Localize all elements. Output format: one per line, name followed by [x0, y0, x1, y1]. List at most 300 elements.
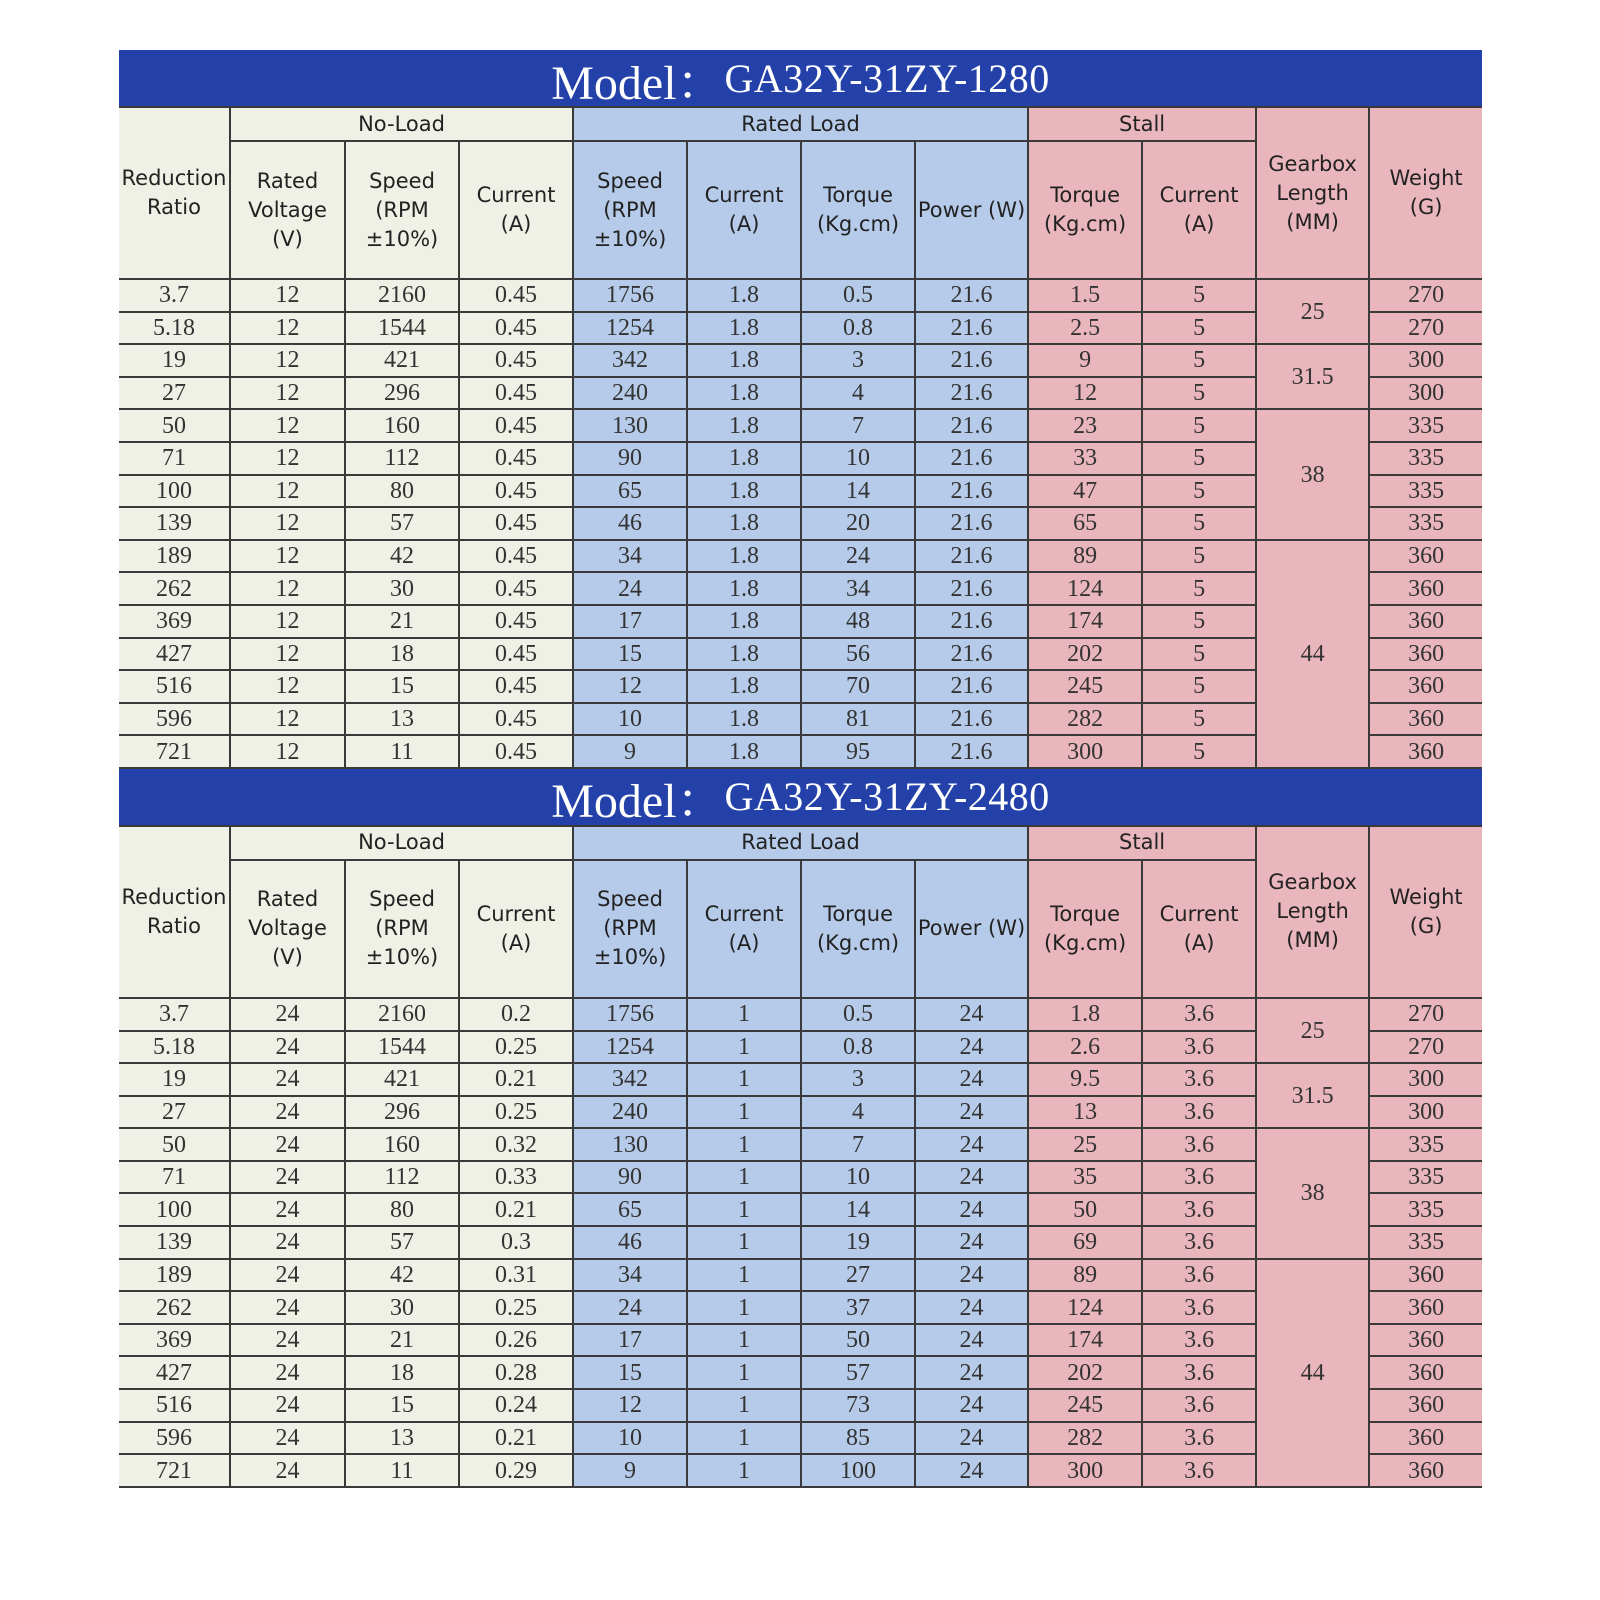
cell-no-load-current: 0.21: [459, 1063, 573, 1096]
cell-rated-torque: 4: [801, 1096, 915, 1129]
cell-rated-voltage: 24: [230, 1031, 345, 1064]
header-gearbox-length: Gearbox Length (MM): [1256, 826, 1369, 998]
cell-rated-voltage: 24: [230, 1161, 345, 1194]
cell-stall-torque: 9: [1028, 344, 1142, 377]
cell-stall-torque: 12: [1028, 377, 1142, 410]
cell-no-load-speed: 1544: [345, 312, 459, 345]
cell-stall-torque: 2.5: [1028, 312, 1142, 345]
cell-rated-torque: 50: [801, 1324, 915, 1357]
cell-rated-power: 24: [915, 1389, 1028, 1422]
header-gearbox-length: Gearbox Length (MM): [1256, 107, 1369, 279]
cell-rated-voltage: 12: [230, 279, 345, 312]
cell-no-load-speed: 296: [345, 1096, 459, 1129]
cell-no-load-current: 0.45: [459, 507, 573, 540]
cell-rated-current: 1: [687, 1259, 801, 1292]
cell-weight: 360: [1369, 1422, 1482, 1455]
cell-stall-current: 3.6: [1142, 1128, 1256, 1161]
cell-rated-current: 1: [687, 1422, 801, 1455]
cell-rated-power: 24: [915, 1193, 1028, 1226]
cell-rated-torque: 100: [801, 1454, 915, 1487]
cell-no-load-speed: 11: [345, 1454, 459, 1487]
cell-rated-torque: 37: [801, 1291, 915, 1324]
cell-stall-torque: 174: [1028, 605, 1142, 638]
cell-gearbox-length: 25: [1256, 279, 1369, 344]
cell-rated-speed: 34: [573, 540, 687, 573]
cell-no-load-current: 0.21: [459, 1422, 573, 1455]
cell-rated-torque: 27: [801, 1259, 915, 1292]
cell-no-load-speed: 80: [345, 1193, 459, 1226]
cell-no-load-current: 0.45: [459, 312, 573, 345]
model-block-1280: [119, 50, 1482, 769]
header-reduction-ratio: Reduction Ratio: [119, 107, 230, 279]
cell-stall-current: 5: [1142, 638, 1256, 671]
cell-reduction-ratio: 50: [119, 1128, 230, 1161]
cell-rated-speed: 34: [573, 1259, 687, 1292]
cell-rated-torque: 3: [801, 344, 915, 377]
cell-rated-power: 24: [915, 1422, 1028, 1455]
cell-rated-current: 1: [687, 1031, 801, 1064]
cell-rated-power: 24: [915, 1324, 1028, 1357]
cell-no-load-current: 0.45: [459, 442, 573, 475]
cell-reduction-ratio: 596: [119, 703, 230, 736]
cell-rated-speed: 9: [573, 1454, 687, 1487]
table-row: [119, 1063, 1482, 1096]
cell-rated-torque: 24: [801, 540, 915, 573]
cell-rated-torque: 56: [801, 638, 915, 671]
cell-rated-torque: 57: [801, 1356, 915, 1389]
cell-rated-torque: 19: [801, 1226, 915, 1259]
cell-rated-current: 1.8: [687, 572, 801, 605]
cell-rated-current: 1.8: [687, 377, 801, 410]
cell-rated-current: 1: [687, 1193, 801, 1226]
cell-rated-speed: 12: [573, 1389, 687, 1422]
cell-stall-current: 5: [1142, 344, 1256, 377]
cell-reduction-ratio: 189: [119, 540, 230, 573]
cell-rated-torque: 7: [801, 1128, 915, 1161]
cell-stall-current: 3.6: [1142, 1291, 1256, 1324]
cell-rated-voltage: 12: [230, 442, 345, 475]
cell-stall-current: 3.6: [1142, 998, 1256, 1031]
cell-stall-torque: 9.5: [1028, 1063, 1142, 1096]
cell-reduction-ratio: 189: [119, 1259, 230, 1292]
cell-no-load-speed: 15: [345, 670, 459, 703]
cell-rated-power: 24: [915, 1259, 1028, 1292]
cell-no-load-current: 0.45: [459, 409, 573, 442]
table-row: [119, 1259, 1482, 1292]
cell-weight: 360: [1369, 735, 1482, 768]
table-row: [119, 1128, 1482, 1161]
cell-no-load-current: 0.45: [459, 344, 573, 377]
cell-rated-speed: 15: [573, 638, 687, 671]
cell-rated-voltage: 12: [230, 344, 345, 377]
model-label: Model：: [551, 56, 725, 110]
cell-rated-current: 1: [687, 1356, 801, 1389]
cell-rated-current: 1.8: [687, 735, 801, 768]
cell-no-load-current: 0.45: [459, 735, 573, 768]
cell-no-load-current: 0.45: [459, 572, 573, 605]
cell-rated-voltage: 12: [230, 638, 345, 671]
cell-weight: 360: [1369, 703, 1482, 736]
cell-rated-speed: 130: [573, 1128, 687, 1161]
cell-stall-torque: 245: [1028, 1389, 1142, 1422]
cell-no-load-speed: 21: [345, 605, 459, 638]
cell-rated-power: 24: [915, 1291, 1028, 1324]
cell-rated-power: 21.6: [915, 312, 1028, 345]
cell-no-load-speed: 11: [345, 735, 459, 768]
cell-no-load-speed: 42: [345, 1259, 459, 1292]
cell-stall-torque: 1.5: [1028, 279, 1142, 312]
cell-rated-current: 1: [687, 1389, 801, 1422]
cell-rated-speed: 10: [573, 703, 687, 736]
cell-stall-torque: 282: [1028, 703, 1142, 736]
cell-reduction-ratio: 71: [119, 1161, 230, 1194]
cell-reduction-ratio: 596: [119, 1422, 230, 1455]
cell-weight: 360: [1369, 605, 1482, 638]
cell-stall-current: 5: [1142, 507, 1256, 540]
cell-rated-speed: 240: [573, 377, 687, 410]
cell-rated-speed: 17: [573, 1324, 687, 1357]
header-stall-torque: Torque (Kg.cm): [1028, 141, 1142, 279]
cell-no-load-current: 0.25: [459, 1291, 573, 1324]
cell-stall-torque: 89: [1028, 1259, 1142, 1292]
cell-no-load-current: 0.32: [459, 1128, 573, 1161]
header-stall-current: Current (A): [1142, 141, 1256, 279]
cell-no-load-speed: 13: [345, 1422, 459, 1455]
header-rated-speed: Speed (RPM ±10%): [573, 141, 687, 279]
cell-rated-current: 1.8: [687, 344, 801, 377]
header-no-load-speed: Speed (RPM ±10%): [345, 860, 459, 998]
cell-rated-voltage: 12: [230, 605, 345, 638]
cell-reduction-ratio: 721: [119, 735, 230, 768]
cell-gearbox-length: 38: [1256, 1128, 1369, 1258]
cell-no-load-current: 0.45: [459, 670, 573, 703]
cell-rated-voltage: 24: [230, 1422, 345, 1455]
cell-stall-current: 5: [1142, 312, 1256, 345]
cell-rated-current: 1.8: [687, 475, 801, 508]
cell-rated-current: 1.8: [687, 638, 801, 671]
spec-table-body: [119, 279, 1482, 768]
header-no-load-current: Current (A): [459, 141, 573, 279]
cell-rated-power: 21.6: [915, 638, 1028, 671]
header-rated-voltage: Rated Voltage (V): [230, 141, 345, 279]
cell-rated-current: 1: [687, 998, 801, 1031]
cell-stall-torque: 300: [1028, 735, 1142, 768]
model-name: GA32Y-31ZY-1280: [724, 55, 1050, 101]
cell-stall-current: 5: [1142, 540, 1256, 573]
cell-no-load-current: 0.24: [459, 1389, 573, 1422]
cell-rated-speed: 24: [573, 1291, 687, 1324]
cell-rated-torque: 20: [801, 507, 915, 540]
cell-stall-torque: 50: [1028, 1193, 1142, 1226]
spec-sheet: [119, 50, 1482, 1488]
cell-reduction-ratio: 262: [119, 1291, 230, 1324]
cell-no-load-current: 0.45: [459, 703, 573, 736]
cell-gearbox-length: 38: [1256, 409, 1369, 539]
spec-table-body: [119, 998, 1482, 1487]
cell-no-load-speed: 112: [345, 442, 459, 475]
cell-weight: 270: [1369, 279, 1482, 312]
cell-rated-current: 1: [687, 1324, 801, 1357]
cell-no-load-speed: 18: [345, 638, 459, 671]
cell-rated-voltage: 24: [230, 1063, 345, 1096]
cell-rated-torque: 7: [801, 409, 915, 442]
cell-rated-torque: 34: [801, 572, 915, 605]
cell-rated-current: 1: [687, 1128, 801, 1161]
cell-stall-current: 5: [1142, 735, 1256, 768]
cell-rated-power: 24: [915, 1031, 1028, 1064]
cell-stall-current: 3.6: [1142, 1259, 1256, 1292]
cell-rated-power: 21.6: [915, 279, 1028, 312]
cell-rated-current: 1.8: [687, 605, 801, 638]
cell-rated-torque: 0.8: [801, 312, 915, 345]
cell-rated-voltage: 12: [230, 540, 345, 573]
cell-gearbox-length: 31.5: [1256, 1063, 1369, 1128]
cell-gearbox-length: 44: [1256, 1259, 1369, 1487]
cell-no-load-speed: 13: [345, 703, 459, 736]
cell-stall-torque: 2.6: [1028, 1031, 1142, 1064]
cell-rated-voltage: 24: [230, 1324, 345, 1357]
model-label: Model：: [551, 775, 725, 829]
cell-weight: 335: [1369, 1226, 1482, 1259]
cell-rated-power: 21.6: [915, 344, 1028, 377]
cell-rated-torque: 10: [801, 442, 915, 475]
cell-stall-current: 3.6: [1142, 1422, 1256, 1455]
cell-weight: 360: [1369, 1259, 1482, 1292]
cell-rated-power: 24: [915, 1128, 1028, 1161]
cell-rated-current: 1.8: [687, 703, 801, 736]
header-reduction-ratio: Reduction Ratio: [119, 826, 230, 998]
cell-no-load-current: 0.21: [459, 1193, 573, 1226]
cell-stall-torque: 124: [1028, 1291, 1142, 1324]
header-rated-power: Power (W): [915, 141, 1028, 279]
cell-reduction-ratio: 516: [119, 670, 230, 703]
cell-no-load-speed: 15: [345, 1389, 459, 1422]
cell-no-load-speed: 296: [345, 377, 459, 410]
cell-no-load-speed: 112: [345, 1161, 459, 1194]
cell-rated-power: 21.6: [915, 409, 1028, 442]
cell-no-load-speed: 160: [345, 409, 459, 442]
cell-stall-torque: 202: [1028, 638, 1142, 671]
cell-rated-power: 24: [915, 1161, 1028, 1194]
cell-weight: 335: [1369, 409, 1482, 442]
cell-rated-speed: 1756: [573, 279, 687, 312]
cell-rated-current: 1: [687, 1161, 801, 1194]
cell-rated-current: 1: [687, 1291, 801, 1324]
cell-rated-power: 21.6: [915, 507, 1028, 540]
cell-no-load-speed: 2160: [345, 998, 459, 1031]
cell-weight: 300: [1369, 344, 1482, 377]
cell-weight: 360: [1369, 1454, 1482, 1487]
cell-gearbox-length: 31.5: [1256, 344, 1369, 409]
header-rated-current: Current (A): [687, 860, 801, 998]
cell-weight: 335: [1369, 507, 1482, 540]
cell-weight: 360: [1369, 1389, 1482, 1422]
cell-rated-speed: 130: [573, 409, 687, 442]
cell-rated-speed: 342: [573, 344, 687, 377]
cell-no-load-current: 0.25: [459, 1031, 573, 1064]
cell-no-load-current: 0.25: [459, 1096, 573, 1129]
cell-rated-torque: 0.8: [801, 1031, 915, 1064]
cell-reduction-ratio: 19: [119, 1063, 230, 1096]
cell-rated-voltage: 12: [230, 312, 345, 345]
table-row: [119, 540, 1482, 573]
cell-weight: 335: [1369, 442, 1482, 475]
cell-reduction-ratio: 139: [119, 1226, 230, 1259]
cell-rated-voltage: 12: [230, 377, 345, 410]
cell-no-load-current: 0.45: [459, 638, 573, 671]
cell-no-load-current: 0.26: [459, 1324, 573, 1357]
cell-stall-torque: 1.8: [1028, 998, 1142, 1031]
cell-stall-torque: 23: [1028, 409, 1142, 442]
cell-rated-current: 1: [687, 1096, 801, 1129]
cell-rated-torque: 4: [801, 377, 915, 410]
cell-no-load-current: 0.3: [459, 1226, 573, 1259]
cell-stall-torque: 65: [1028, 507, 1142, 540]
cell-rated-power: 24: [915, 1063, 1028, 1096]
cell-rated-power: 21.6: [915, 475, 1028, 508]
cell-rated-voltage: 12: [230, 703, 345, 736]
cell-stall-current: 3.6: [1142, 1096, 1256, 1129]
header-rated-torque: Torque (Kg.cm): [801, 860, 915, 998]
cell-weight: 270: [1369, 1031, 1482, 1064]
cell-no-load-current: 0.2: [459, 998, 573, 1031]
cell-rated-speed: 9: [573, 735, 687, 768]
cell-rated-current: 1.8: [687, 312, 801, 345]
cell-reduction-ratio: 3.7: [119, 279, 230, 312]
cell-stall-current: 5: [1142, 442, 1256, 475]
cell-rated-speed: 46: [573, 1226, 687, 1259]
cell-rated-speed: 90: [573, 442, 687, 475]
cell-rated-voltage: 12: [230, 735, 345, 768]
cell-stall-current: 3.6: [1142, 1063, 1256, 1096]
cell-rated-voltage: 12: [230, 670, 345, 703]
cell-stall-current: 3.6: [1142, 1356, 1256, 1389]
cell-rated-speed: 10: [573, 1422, 687, 1455]
cell-stall-torque: 124: [1028, 572, 1142, 605]
cell-rated-torque: 95: [801, 735, 915, 768]
cell-stall-current: 5: [1142, 279, 1256, 312]
header-no-load-current: Current (A): [459, 860, 573, 998]
cell-rated-power: 24: [915, 1356, 1028, 1389]
cell-rated-current: 1.8: [687, 279, 801, 312]
cell-no-load-speed: 30: [345, 1291, 459, 1324]
cell-reduction-ratio: 721: [119, 1454, 230, 1487]
cell-rated-voltage: 24: [230, 1193, 345, 1226]
cell-no-load-current: 0.28: [459, 1356, 573, 1389]
cell-weight: 360: [1369, 540, 1482, 573]
cell-stall-torque: 35: [1028, 1161, 1142, 1194]
cell-weight: 335: [1369, 475, 1482, 508]
cell-rated-speed: 15: [573, 1356, 687, 1389]
cell-rated-power: 24: [915, 998, 1028, 1031]
table-row: [119, 998, 1482, 1031]
header-stall-torque: Torque (Kg.cm): [1028, 860, 1142, 998]
model-title-bar: [119, 50, 1482, 110]
cell-stall-torque: 69: [1028, 1226, 1142, 1259]
header-weight: Weight (G): [1369, 826, 1482, 998]
cell-rated-speed: 46: [573, 507, 687, 540]
spec-table-1280: [119, 106, 1482, 769]
cell-rated-voltage: 12: [230, 507, 345, 540]
cell-rated-torque: 48: [801, 605, 915, 638]
cell-stall-torque: 282: [1028, 1422, 1142, 1455]
spec-table-2480: [119, 825, 1482, 1488]
cell-stall-current: 5: [1142, 409, 1256, 442]
cell-rated-power: 21.6: [915, 572, 1028, 605]
cell-reduction-ratio: 71: [119, 442, 230, 475]
cell-reduction-ratio: 427: [119, 1356, 230, 1389]
cell-rated-voltage: 24: [230, 1128, 345, 1161]
cell-rated-speed: 1756: [573, 998, 687, 1031]
cell-weight: 335: [1369, 1193, 1482, 1226]
cell-reduction-ratio: 100: [119, 475, 230, 508]
header-weight: Weight (G): [1369, 107, 1482, 279]
cell-weight: 360: [1369, 638, 1482, 671]
cell-no-load-current: 0.33: [459, 1161, 573, 1194]
cell-rated-power: 24: [915, 1226, 1028, 1259]
cell-rated-voltage: 24: [230, 1389, 345, 1422]
cell-no-load-speed: 421: [345, 344, 459, 377]
cell-stall-current: 3.6: [1142, 1226, 1256, 1259]
cell-no-load-current: 0.45: [459, 475, 573, 508]
cell-reduction-ratio: 369: [119, 1324, 230, 1357]
cell-no-load-speed: 2160: [345, 279, 459, 312]
header-no-load: No-Load: [230, 107, 573, 141]
cell-rated-speed: 90: [573, 1161, 687, 1194]
cell-reduction-ratio: 369: [119, 605, 230, 638]
cell-rated-power: 21.6: [915, 703, 1028, 736]
cell-stall-current: 3.6: [1142, 1324, 1256, 1357]
cell-no-load-current: 0.31: [459, 1259, 573, 1292]
cell-rated-torque: 81: [801, 703, 915, 736]
cell-rated-torque: 14: [801, 1193, 915, 1226]
cell-reduction-ratio: 427: [119, 638, 230, 671]
cell-reduction-ratio: 3.7: [119, 998, 230, 1031]
cell-stall-torque: 202: [1028, 1356, 1142, 1389]
cell-reduction-ratio: 262: [119, 572, 230, 605]
cell-no-load-speed: 57: [345, 1226, 459, 1259]
cell-rated-power: 21.6: [915, 377, 1028, 410]
cell-rated-torque: 0.5: [801, 998, 915, 1031]
cell-rated-power: 21.6: [915, 670, 1028, 703]
cell-rated-power: 21.6: [915, 605, 1028, 638]
cell-weight: 300: [1369, 377, 1482, 410]
cell-rated-voltage: 12: [230, 409, 345, 442]
cell-rated-current: 1.8: [687, 409, 801, 442]
cell-weight: 300: [1369, 1063, 1482, 1096]
cell-stall-current: 5: [1142, 377, 1256, 410]
cell-no-load-current: 0.45: [459, 279, 573, 312]
cell-rated-current: 1.8: [687, 507, 801, 540]
cell-reduction-ratio: 100: [119, 1193, 230, 1226]
table-row: [119, 409, 1482, 442]
cell-reduction-ratio: 516: [119, 1389, 230, 1422]
cell-weight: 270: [1369, 998, 1482, 1031]
cell-stall-torque: 300: [1028, 1454, 1142, 1487]
cell-no-load-speed: 1544: [345, 1031, 459, 1064]
header-rated-torque: Torque (Kg.cm): [801, 141, 915, 279]
cell-reduction-ratio: 27: [119, 377, 230, 410]
cell-rated-torque: 3: [801, 1063, 915, 1096]
header-no-load-speed: Speed (RPM ±10%): [345, 141, 459, 279]
cell-rated-torque: 14: [801, 475, 915, 508]
cell-rated-voltage: 24: [230, 998, 345, 1031]
header-rated-load: Rated Load: [573, 826, 1028, 860]
cell-no-load-current: 0.29: [459, 1454, 573, 1487]
cell-no-load-speed: 421: [345, 1063, 459, 1096]
header-rated-current: Current (A): [687, 141, 801, 279]
cell-no-load-current: 0.45: [459, 377, 573, 410]
